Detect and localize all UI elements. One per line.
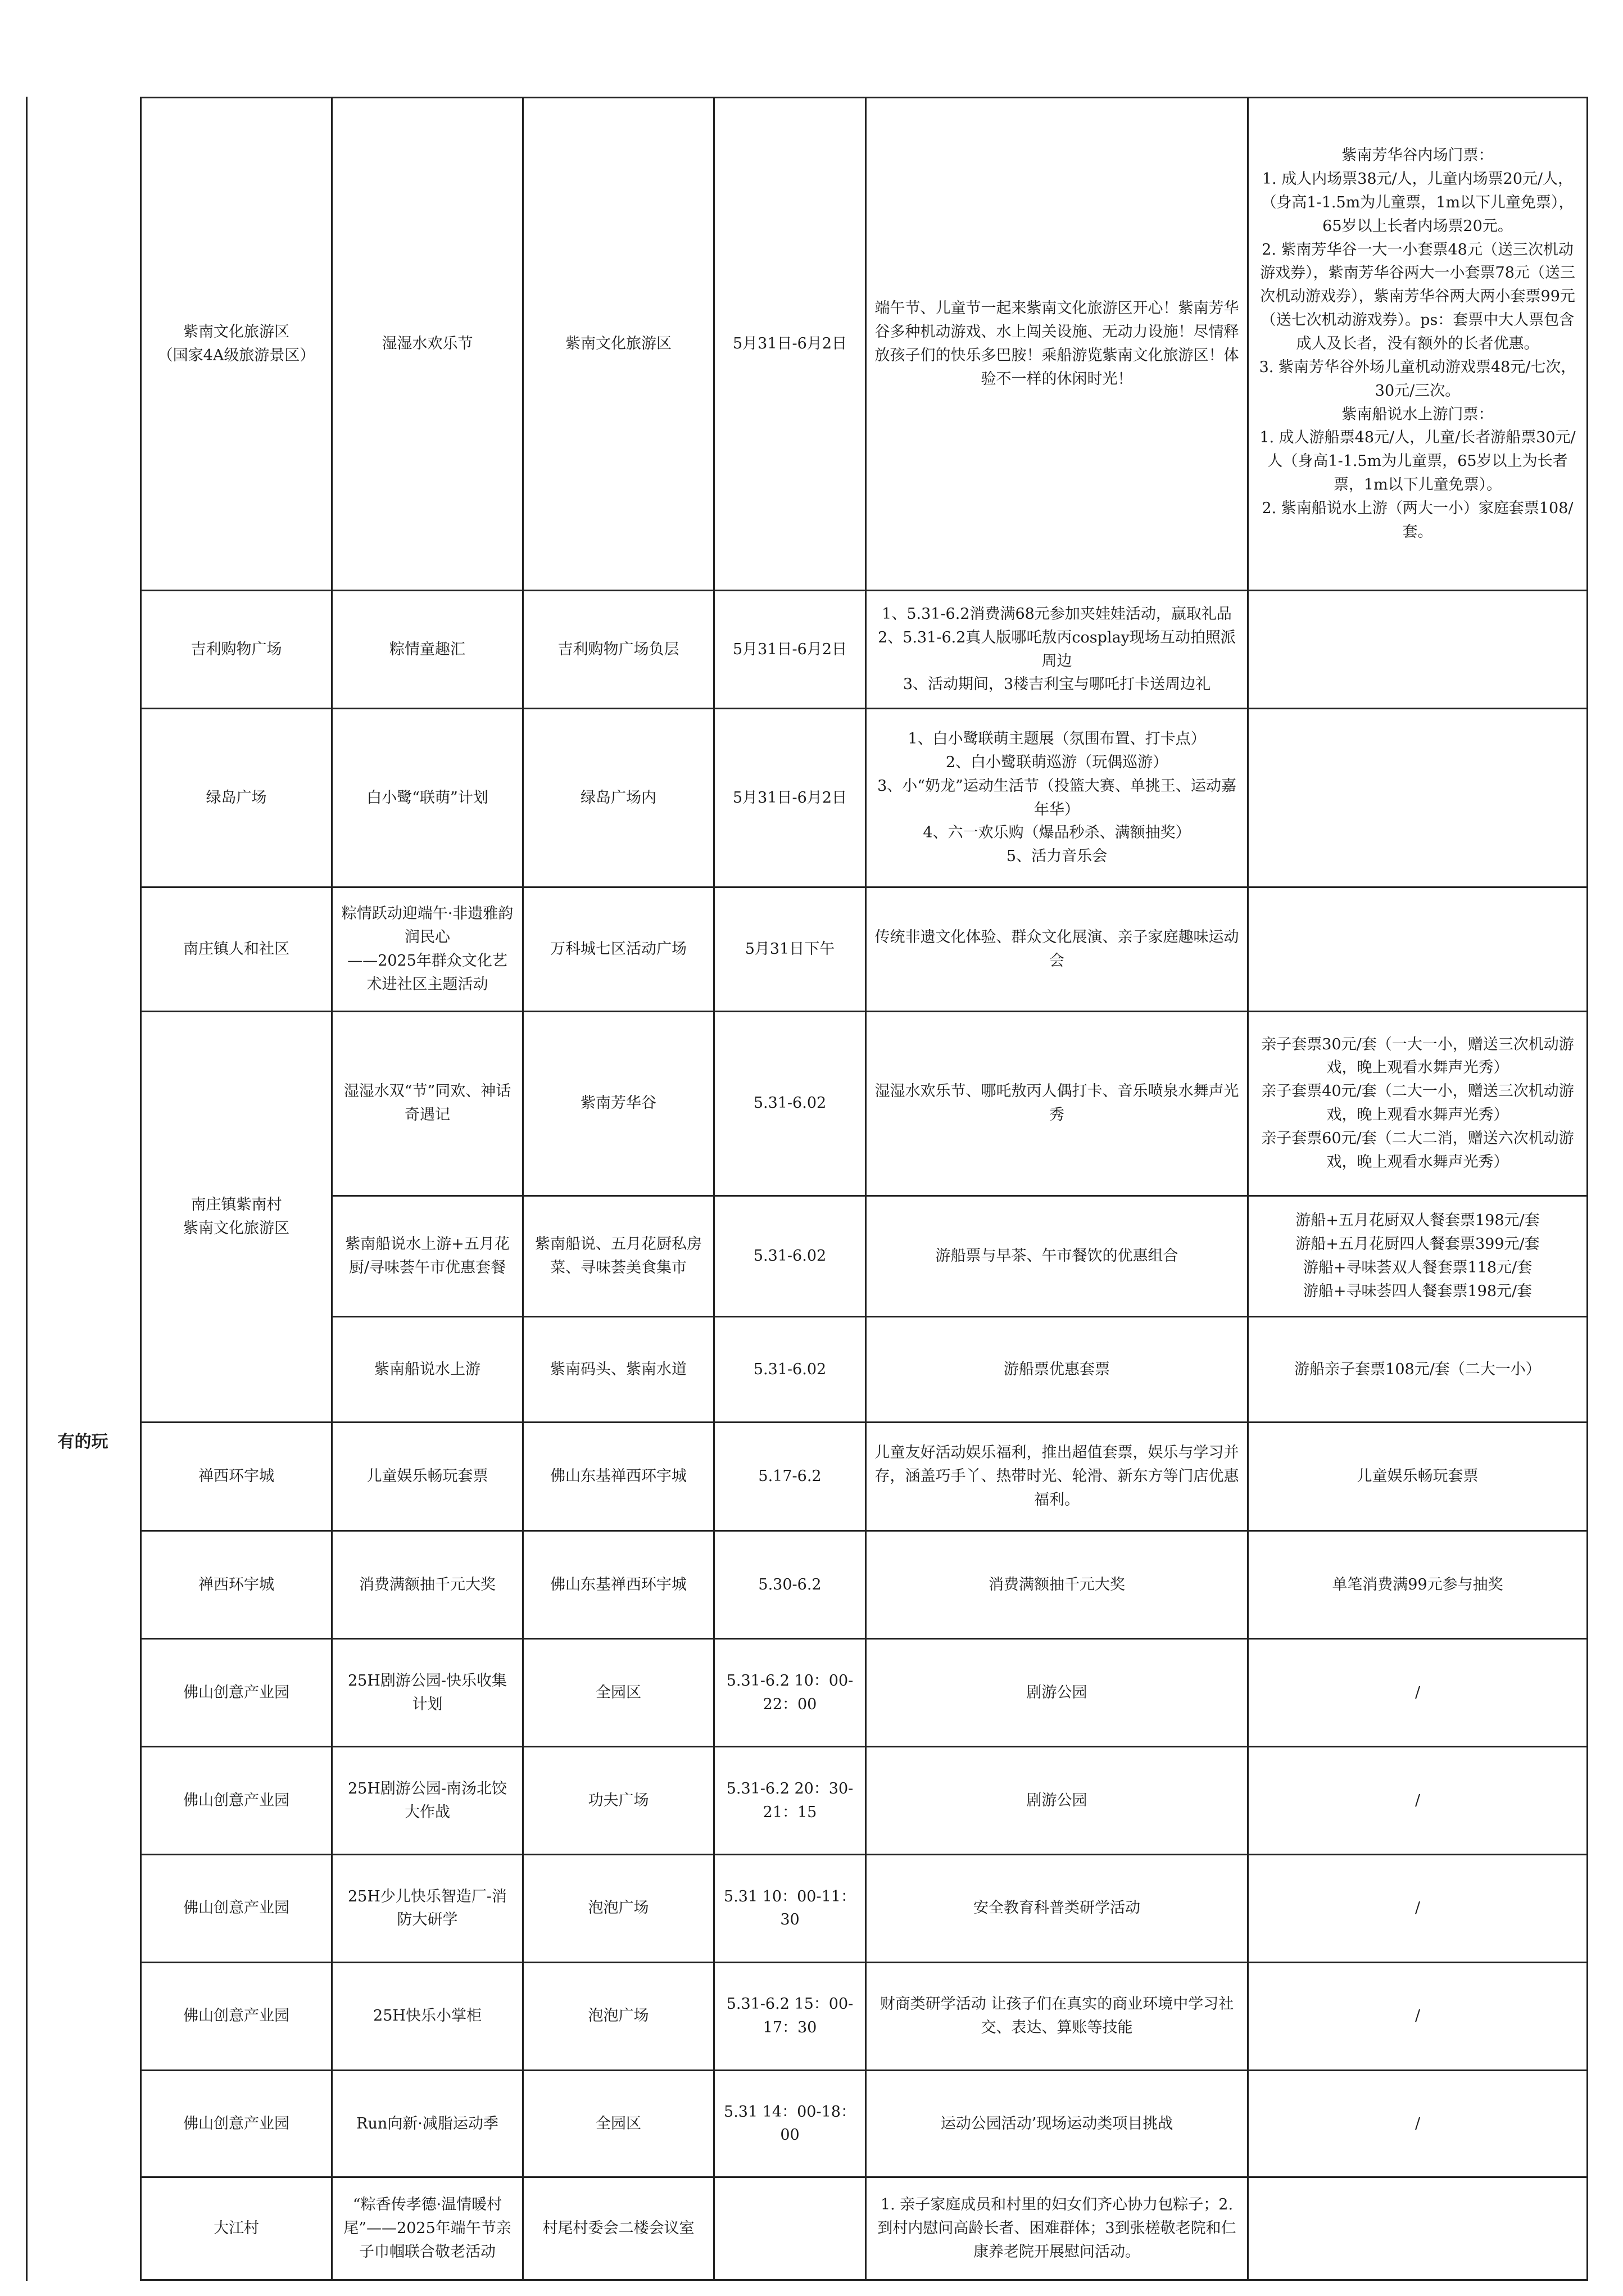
venue-cell: 禅西环宇城 [141,1422,332,1530]
offer-cell: / [1248,1962,1588,2070]
activity-name-cell: 25H少儿快乐智造厂-消防大研学 [332,1855,523,1963]
offer-cell: / [1248,1747,1588,1855]
time-cell: 5.31 14：00-18：00 [714,2070,866,2177]
activity-name-cell: 消费满额抽千元大奖 [332,1530,523,1639]
venue-cell: 佛山创意产业园 [141,2070,332,2177]
content-cell: 1、白小鹭联萌主题展（氛围布置、打卡点） 2、白小鹭联萌巡游（玩偶巡游） 3、小“奶龙”运动生活节（投篮大赛、单挑王、运动嘉年华） 4、六一欢乐购（爆品秒杀、满额抽奖） 5、活力音乐会 [866,709,1248,887]
time-cell: 5.30-6.2 [714,1530,866,1639]
time-cell: 5.31-6.02 [714,1011,866,1195]
time-cell: 5.31-6.2 10：00-22：00 [714,1639,866,1747]
content-cell: 端午节、儿童节一起来紫南文化旅游区开心！紫南芳华谷多种机动游戏、水上闯关设施、无动力设施！尽情释放孩子们的快乐多巴胺！乘船游览紫南文化旅游区！体验不一样的休闲时光！ [866,98,1248,591]
location-cell: 紫南船说、五月花厨私房菜、寻味荟美食集市 [523,1195,714,1316]
time-cell: 5.31-6.2 20：30-21：15 [714,1747,866,1855]
activity-name-cell: 紫南船说水上游+五月花厨/寻味荟午市优惠套餐 [332,1195,523,1316]
table-row [141,1747,1588,1855]
content-cell: 消费满额抽千元大奖 [866,1530,1248,1639]
time-cell: 5月31日-6月2日 [714,98,866,591]
time-cell [714,2177,866,2280]
location-cell: 功夫广场 [523,1747,714,1855]
venue-cell: 佛山创意产业园 [141,1639,332,1747]
location-cell: 泡泡广场 [523,1855,714,1963]
location-cell: 村尾村委会二楼会议室 [523,2177,714,2280]
content-cell: 财商类研学活动 让孩子们在真实的商业环境中学习社交、表达、算账等技能 [866,1962,1248,2070]
content-cell: 1、5.31-6.2消费满68元参加夹娃娃活动，赢取礼品 2、5.31-6.2真人版哪吒敖丙cosplay现场互动拍照派周边 3、活动期间，3楼吉利宝与哪吒打卡送周边礼 [866,590,1248,708]
offer-cell: 单笔消费满99元参与抽奖 [1248,1530,1588,1639]
offer-cell [1248,709,1588,887]
table-row [141,2070,1588,2177]
table-row [141,1317,1588,1423]
content-cell: 游船票与早茶、午市餐饮的优惠组合 [866,1195,1248,1316]
table-row [141,709,1588,887]
venue-cell: 佛山创意产业园 [141,1747,332,1855]
venue-cell: 紫南文化旅游区 （国家4A级旅游景区） [141,98,332,591]
activity-name-cell: 25H剧游公园-快乐收集计划 [332,1639,523,1747]
content-cell: 运动公园活动’现场运动类项目挑战 [866,2070,1248,2177]
table-row [141,1855,1588,1963]
table-row [141,1962,1588,2070]
activity-name-cell: 粽情童趣汇 [332,590,523,708]
offer-cell: 亲子套票30元/套（一大一小，赠送三次机动游戏，晚上观看水舞声光秀） 亲子套票40元/套（二大一小，赠送三次机动游戏，晚上观看水舞声光秀） 亲子套票60元/套（二大二消，赠送六次机动游戏，晚上观看水舞声光秀） [1248,1011,1588,1195]
offer-cell: 游船亲子套票108元/套（二大一小） [1248,1317,1588,1423]
time-cell: 5.31-6.02 [714,1195,866,1316]
location-cell: 全园区 [523,1639,714,1747]
venue-cell: 禅西环宇城 [141,1530,332,1639]
location-cell: 紫南文化旅游区 [523,98,714,591]
table-row [141,2177,1588,2280]
offer-cell: / [1248,1639,1588,1747]
venue-cell: 吉利购物广场 [141,590,332,708]
content-cell: 传统非遗文化体验、群众文化展演、亲子家庭趣味运动会 [866,887,1248,1012]
content-cell: 剧游公园 [866,1747,1248,1855]
content-cell: 湿湿水欢乐节、哪吒敖丙人偶打卡、音乐喷泉水舞声光秀 [866,1011,1248,1195]
offer-cell [1248,590,1588,708]
table-row [141,1195,1588,1316]
offer-cell: / [1248,1855,1588,1963]
table-row [141,887,1588,1012]
location-cell: 泡泡广场 [523,1962,714,2070]
table-row [141,1011,1588,1195]
time-cell: 5.17-6.2 [714,1422,866,1530]
offer-cell [1248,2177,1588,2280]
table-row [141,1530,1588,1639]
content-cell: 儿童友好活动娱乐福利，推出超值套票，娱乐与学习并存，涵盖巧手丫、热带时光、轮滑、新东方等门店优惠福利。 [866,1422,1248,1530]
activity-name-cell: 紫南船说水上游 [332,1317,523,1423]
venue-cell: 佛山创意产业园 [141,1855,332,1963]
activity-name-cell: “粽香传孝德·温情暖村尾”——2025年端午节亲子巾帼联合敬老活动 [332,2177,523,2280]
activity-name-cell: 白小鹭“联萌”计划 [332,709,523,887]
content-cell: 安全教育科普类研学活动 [866,1855,1248,1963]
venue-cell: 南庄镇紫南村 紫南文化旅游区 [141,1011,332,1422]
content-cell: 游船票优惠套票 [866,1317,1248,1423]
location-cell: 万科城七区活动广场 [523,887,714,1012]
offer-cell: 儿童娱乐畅玩套票 [1248,1422,1588,1530]
table-row [141,1639,1588,1747]
table-row [141,98,1588,591]
activity-name-cell: 儿童娱乐畅玩套票 [332,1422,523,1530]
activity-name-cell: 25H剧游公园-南汤北饺大作战 [332,1747,523,1855]
venue-cell: 南庄镇人和社区 [141,887,332,1012]
content-cell: 1. 亲子家庭成员和村里的妇女们齐心协力包粽子；2. 到村内慰问高龄长者、困难群体；3到张槎敬老院和仁康养老院开展慰问活动。 [866,2177,1248,2280]
category-label: 有的玩 [57,1432,108,1452]
table-row [141,1422,1588,1530]
offer-cell: 游船+五月花厨双人餐套票198元/套 游船+五月花厨四人餐套票399元/套 游船+寻味荟双人餐套票118元/套 游船+寻味荟四人餐套票198元/套 [1248,1195,1588,1316]
activity-name-cell: Run向新·减脂运动季 [332,2070,523,2177]
offer-cell: 紫南芳华谷内场门票： 1. 成人内场票38元/人，儿童内场票20元/人，（身高1-1.5m为儿童票，1m以下儿童免票），65岁以上长者内场票20元。 2. 紫南芳华谷一大一小套票48元（送三次机动游戏券），紫南芳华谷两大一小套票78元（送三次机动游戏券），紫南芳华谷两大两小套票99元（送七次机动游戏券）。ps：套票中大人票包含成人及长者，没有额外的长者优惠。 3. 紫南芳华谷外场儿童机动游戏票48元/七次，30元/三次。 紫南船说水上游门票： 1. 成人游船票48元/人，儿童/长者游船票30元/人（身高1-1.5m为儿童票，65岁以上为长者票，1m以下儿童免票）。 2. 紫南船说水上游（两大一小）家庭套票108/套。 [1248,98,1588,591]
offer-cell: / [1248,2070,1588,2177]
time-cell: 5月31日-6月2日 [714,709,866,887]
venue-cell: 佛山创意产业园 [141,1962,332,2070]
time-cell: 5.31 10：00-11：30 [714,1855,866,1963]
location-cell: 紫南芳华谷 [523,1011,714,1195]
venue-cell: 绿岛广场 [141,709,332,887]
location-cell: 佛山东基禅西环宇城 [523,1422,714,1530]
activity-name-cell: 25H快乐小掌柜 [332,1962,523,2070]
time-cell: 5.31-6.02 [714,1317,866,1423]
location-cell: 紫南码头、紫南水道 [523,1317,714,1423]
time-cell: 5月31日下午 [714,887,866,1012]
activity-name-cell: 粽情跃动迎端午·非遗雅韵润民心 ——2025年群众文化艺术进社区主题活动 [332,887,523,1012]
time-cell: 5月31日-6月2日 [714,590,866,708]
location-cell: 绿岛广场内 [523,709,714,887]
activity-name-cell: 湿湿水欢乐节 [332,98,523,591]
time-cell: 5.31-6.2 15：00-17：30 [714,1962,866,2070]
table-row [141,590,1588,708]
offer-cell [1248,887,1588,1012]
category-column [26,97,142,2281]
location-cell: 吉利购物广场负层 [523,590,714,708]
venue-cell: 大江村 [141,2177,332,2280]
activity-table [140,97,1588,2281]
activity-name-cell: 湿湿水双“节”同欢、神话奇遇记 [332,1011,523,1195]
location-cell: 佛山东基禅西环宇城 [523,1530,714,1639]
location-cell: 全园区 [523,2070,714,2177]
content-cell: 剧游公园 [866,1639,1248,1747]
